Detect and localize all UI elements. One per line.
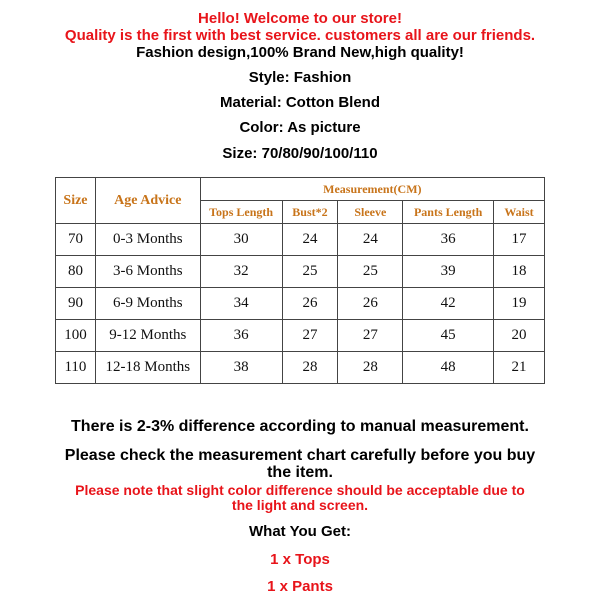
size-cell: 80 [56, 256, 96, 288]
waist-cell: 17 [494, 224, 545, 256]
welcome-text: Hello! Welcome to our store! [198, 10, 402, 27]
bust-cell: 28 [282, 352, 338, 384]
age-column-header: Age Advice [95, 178, 200, 224]
table-row [56, 288, 545, 320]
tops-length-header: Tops Length [200, 201, 282, 224]
size-chart-table [55, 177, 545, 384]
age-cell: 3-6 Months [95, 256, 200, 288]
age-cell: 12-18 Months [95, 352, 200, 384]
bust-header: Bust*2 [282, 201, 338, 224]
measurement-header: Measurement(CM) [200, 178, 544, 201]
tops-length-cell: 34 [200, 288, 282, 320]
sleeve-cell: 25 [338, 256, 403, 288]
waist-cell: 19 [494, 288, 545, 320]
sleeve-cell: 28 [338, 352, 403, 384]
tops-length-cell: 36 [200, 320, 282, 352]
tops-length-cell: 30 [200, 224, 282, 256]
pants-length-header: Pants Length [403, 201, 494, 224]
pants-length-cell: 36 [403, 224, 494, 256]
package-title: What You Get: [249, 523, 351, 540]
difference-note: There is 2-3% difference according to manual measurement. [71, 418, 529, 435]
table-row [56, 256, 545, 288]
waist-cell: 21 [494, 352, 545, 384]
size-cell: 90 [56, 288, 96, 320]
sleeve-cell: 24 [338, 224, 403, 256]
waist-cell: 20 [494, 320, 545, 352]
check-note-line1: Please check the measurement chart carefully before you buy [64, 447, 536, 464]
sleeve-cell: 27 [338, 320, 403, 352]
bust-cell: 27 [282, 320, 338, 352]
tops-length-cell: 38 [200, 352, 282, 384]
material-spec: Material: Cotton Blend [220, 94, 380, 111]
color-spec: Color: As picture [239, 119, 361, 136]
size-cell: 110 [56, 352, 96, 384]
size-cell: 100 [56, 320, 96, 352]
pants-length-cell: 45 [403, 320, 494, 352]
pants-length-cell: 39 [403, 256, 494, 288]
bust-cell: 26 [282, 288, 338, 320]
tops-length-cell: 32 [200, 256, 282, 288]
waist-cell: 18 [494, 256, 545, 288]
age-cell: 0-3 Months [95, 224, 200, 256]
table-row [56, 224, 545, 256]
waist-header: Waist [494, 201, 545, 224]
check-note-line2: the item. [267, 464, 333, 481]
size-spec: Size: 70/80/90/100/110 [222, 145, 378, 162]
size-column-header: Size [56, 178, 96, 224]
bust-cell: 24 [282, 224, 338, 256]
age-cell: 9-12 Months [95, 320, 200, 352]
sleeve-cell: 26 [338, 288, 403, 320]
pants-length-cell: 48 [403, 352, 494, 384]
style-spec: Style: Fashion [248, 69, 352, 86]
bust-cell: 25 [282, 256, 338, 288]
table-row [56, 320, 545, 352]
fashion-text: Fashion design,100% Brand New,high quality! [136, 44, 464, 61]
color-note-line1: Please note that slight color difference should be acceptable due to [75, 482, 525, 498]
age-cell: 6-9 Months [95, 288, 200, 320]
package-item-pants: 1 x Pants [267, 578, 333, 595]
table-row [56, 352, 545, 384]
quality-text: Quality is the first with best service. customers all are our friends. [64, 27, 536, 44]
color-note-line2: the light and screen. [231, 497, 369, 513]
package-item-tops: 1 x Tops [270, 551, 330, 568]
sleeve-header: Sleeve [338, 201, 403, 224]
pants-length-cell: 42 [403, 288, 494, 320]
size-cell: 70 [56, 224, 96, 256]
